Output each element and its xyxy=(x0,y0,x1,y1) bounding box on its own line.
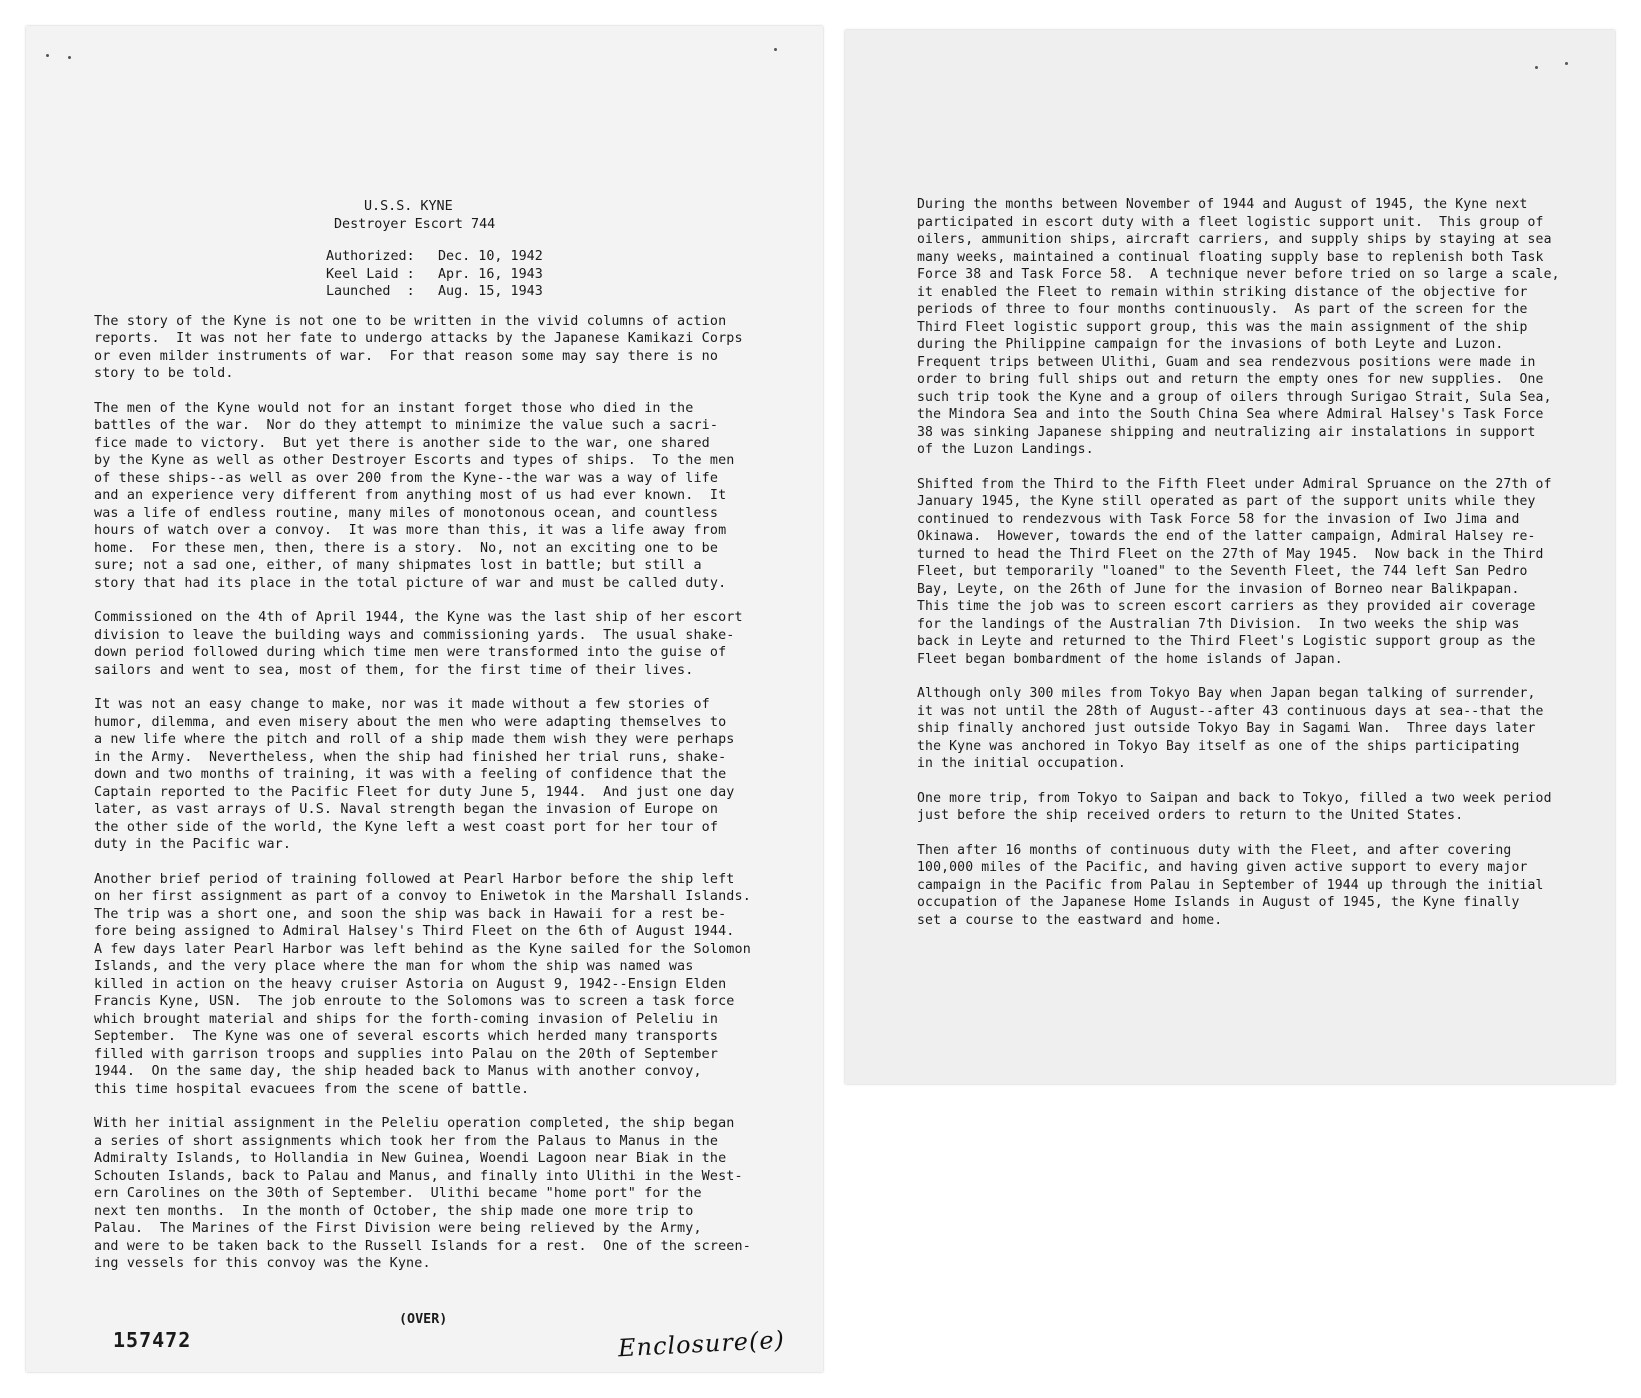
date-row xyxy=(326,248,794,266)
document-number: 157472 xyxy=(113,1328,192,1352)
paper-speck xyxy=(46,54,49,57)
paragraph: The men of the Kyne would not for an instant forget those who died in the battles of the war. Nor do they attempt to minimize the value such a sacri- fice made to victory. But yet there is another side to the war, one shared by the Kyne as well as other Destroyer Escorts and types of ships. To the men of these ships--as well as over 200 from the Kyne--the war was a way of life and an experience very different from anything most of us had ever known. It was a life of endless routine, many miles of monotonous ocean, and countless hours of watch over a convoy. It was more than this, it was a life away from home. For these men, then, there is a story. No, not an exciting one to be sure; not a sad one, either, of many shipmates lost in battle; but still a story that had its place in the total picture of war and must be called duty. xyxy=(94,400,735,591)
paragraph: Commissioned on the 4th of April 1944, the Kyne was the last ship of her escort division to leave the building ways and commissioning yards. The usual shake- down period followed during which time men were transformed into the guise of sailors and went to sea, most of them, for the first time of their lives. xyxy=(94,610,743,678)
right-text-column xyxy=(917,196,1567,946)
date-row xyxy=(326,266,794,284)
paper-speck xyxy=(68,56,71,59)
title-block xyxy=(334,198,794,234)
date-value: Aug. 15, 1943 xyxy=(438,284,543,299)
document-page-right xyxy=(845,30,1615,1084)
ship-title: U.S.S. KYNE xyxy=(364,199,453,214)
paper-speck xyxy=(774,48,777,51)
over-label: (OVER) xyxy=(399,1312,448,1327)
handwritten-enclosure-note: Enclosure(e) xyxy=(617,1325,786,1363)
paper-speck xyxy=(1535,66,1538,69)
document-page-left xyxy=(26,26,823,1372)
paragraph: One more trip, from Tokyo to Saipan and back to Tokyo, filled a two week period just before the ship received orders to return to the United States. xyxy=(917,790,1552,823)
date-value: Apr. 16, 1943 xyxy=(438,266,543,282)
ship-subtitle: Destroyer Escort 744 xyxy=(334,217,496,232)
date-label: Launched : xyxy=(326,284,415,299)
paragraph: During the months between November of 1944 and August of 1945, the Kyne next participated in escort duty with a fleet logistic support unit. This group of oilers, ammunition ships, aircraft carriers, and supply ships by staying at sea many weeks, maintained a continual floating supply base to replenish both Task Force 38 and Task Force 58. A technique never before tried on so large a scale, it enabled the Fleet to remain within striking distance of the objective for periods of three to four months continuously. As part of the screen for the Third Fleet logistic support group, this was the main assignment of the ship during the Philippine campaign for the invasions of both Leyte and Luzon. Frequent trips between Ulithi, Guam and sea rendezvous positions were made in order to bring full ships out and return the empty ones for new supplies. One such trip took the Kyne and a group of oilers through Surigao Strait, Sula Sea, the Mindora Sea and into the South China Sea where Admiral Halsey's Task Force 38 was sinking Japanese shipping and neutralizing air instalations in support of the Luzon Landings. xyxy=(917,197,1560,457)
date-value: Dec. 10, 1942 xyxy=(438,249,543,264)
paragraph: Then after 16 months of continuous duty with the Fleet, and after covering 100,000 miles of the Pacific, and having given active support to every major campaign in the Pacific from Palau in September of 1944 up through the initial occupation of the Japanese Home Islands in August of 1945, the Kyne finally set a course to the eastward and home. xyxy=(917,842,1544,928)
paper-speck xyxy=(1565,62,1568,65)
paragraph: The story of the Kyne is not one to be written in the vivid columns of action reports. It was not her fate to undergo attacks by the Japanese Kamikazi Corps or even milder instruments of war. For that reason some may say there is no story to be told. xyxy=(94,313,743,381)
paragraph: It was not an easy change to make, nor was it made without a few stories of humor, dilemma, and even misery about the men who were adapting themselves to a new life where the pitch and roll of a ship made them wish they were perhaps in the Army. Nevertheless, when the ship had finished her trial runs, shake- down and two months of training, it was with a feeling of confidence that the Captain reported to the Pacific Fleet for duty June 5, 1944. And just one day later, as vast arrays of U.S. Naval strength began the invasion of Europe on the other side of the world, the Kyne left a west coast port for her tour of duty in the Pacific war. xyxy=(94,697,735,852)
paragraph: With her initial assignment in the Peleliu operation completed, the ship began a series of short assignments which took her from the Palaus to Manus in the Admiralty Islands, to Hollandia in New Guinea, Woendi Lagoon near Biak in the Schouten Islands, back to Palau and Manus, and finally into Ulithi in the West- ern Carolines on the 30th of September. Ulithi became "home port" for the next ten months. In the month of October, the ship made one more trip to Palau. The Marines of the First Division were being relieved by the Army, and were to be taken back to the Russell Islands for a rest. One of the screen- ing vessels for this convoy was the Kyne. xyxy=(94,1116,751,1271)
left-text-column xyxy=(94,198,794,1290)
paragraph: Shifted from the Third to the Fifth Fleet under Admiral Spruance on the 27th of January 1945, the Kyne still operated as part of the support units while they continued to rendezvous with Task Force 58 for the invasion of Iwo Jima and Okinawa. However, towards the end of the latter campaign, Admiral Halsey re- turned to head the Third Fleet on the 27th of May 1945. Now back in the Third Fleet, but temporarily "loaned" to the Seventh Fleet, the 744 left San Pedro Bay, Leyte, on the 26th of June for the invasion of Borneo near Balikpapan. This time the job was to screen escort carriers as they provided air coverage for the landings of the Australian 7th Division. In two weeks the ship was back in Leyte and returned to the Third Fleet's Logistic support group as the Fleet began bombardment of the home islands of Japan. xyxy=(917,476,1552,667)
paragraph: Another brief period of training followed at Pearl Harbor before the ship left on her first assignment as part of a convoy to Eniwetok in the Marshall Islands. The trip was a short one, and soon the ship was back in Hawaii for a rest be- fore being assigned to Admiral Halsey's Third Fleet on the 6th of August 1944. A few days later Pearl Harbor was left behind as the Kyne sailed for the Solomon Islands, and the very place where the man for whom the ship was named was killed in action on the heavy cruiser Astoria on August 9, 1942--Ensign Elden Francis Kyne, USN. The job enroute to the Solomons was to screen a task force which brought material and ships for the forth-coming invasion of Peleliu in September. The Kyne was one of several escorts which herded many transports filled with garrison troops and supplies into Palau on the 20th of September 1944. On the same day, the ship headed back to Manus with another convoy, this time hospital evacuees from the scene of battle. xyxy=(94,871,751,1097)
date-label: Authorized: xyxy=(326,249,415,264)
date-row xyxy=(326,283,794,301)
paragraph: Although only 300 miles from Tokyo Bay when Japan began talking of surrender, it was not until the 28th of August--after 43 continuous days at sea--that the ship finally anchored just outside Tokyo Bay in Sagami Wan. Three days later the Kyne was anchored in Tokyo Bay itself as one of the ships participating in the initial occupation. xyxy=(917,686,1544,771)
date-label: Keel Laid : xyxy=(326,266,415,282)
dates-table xyxy=(326,248,794,301)
